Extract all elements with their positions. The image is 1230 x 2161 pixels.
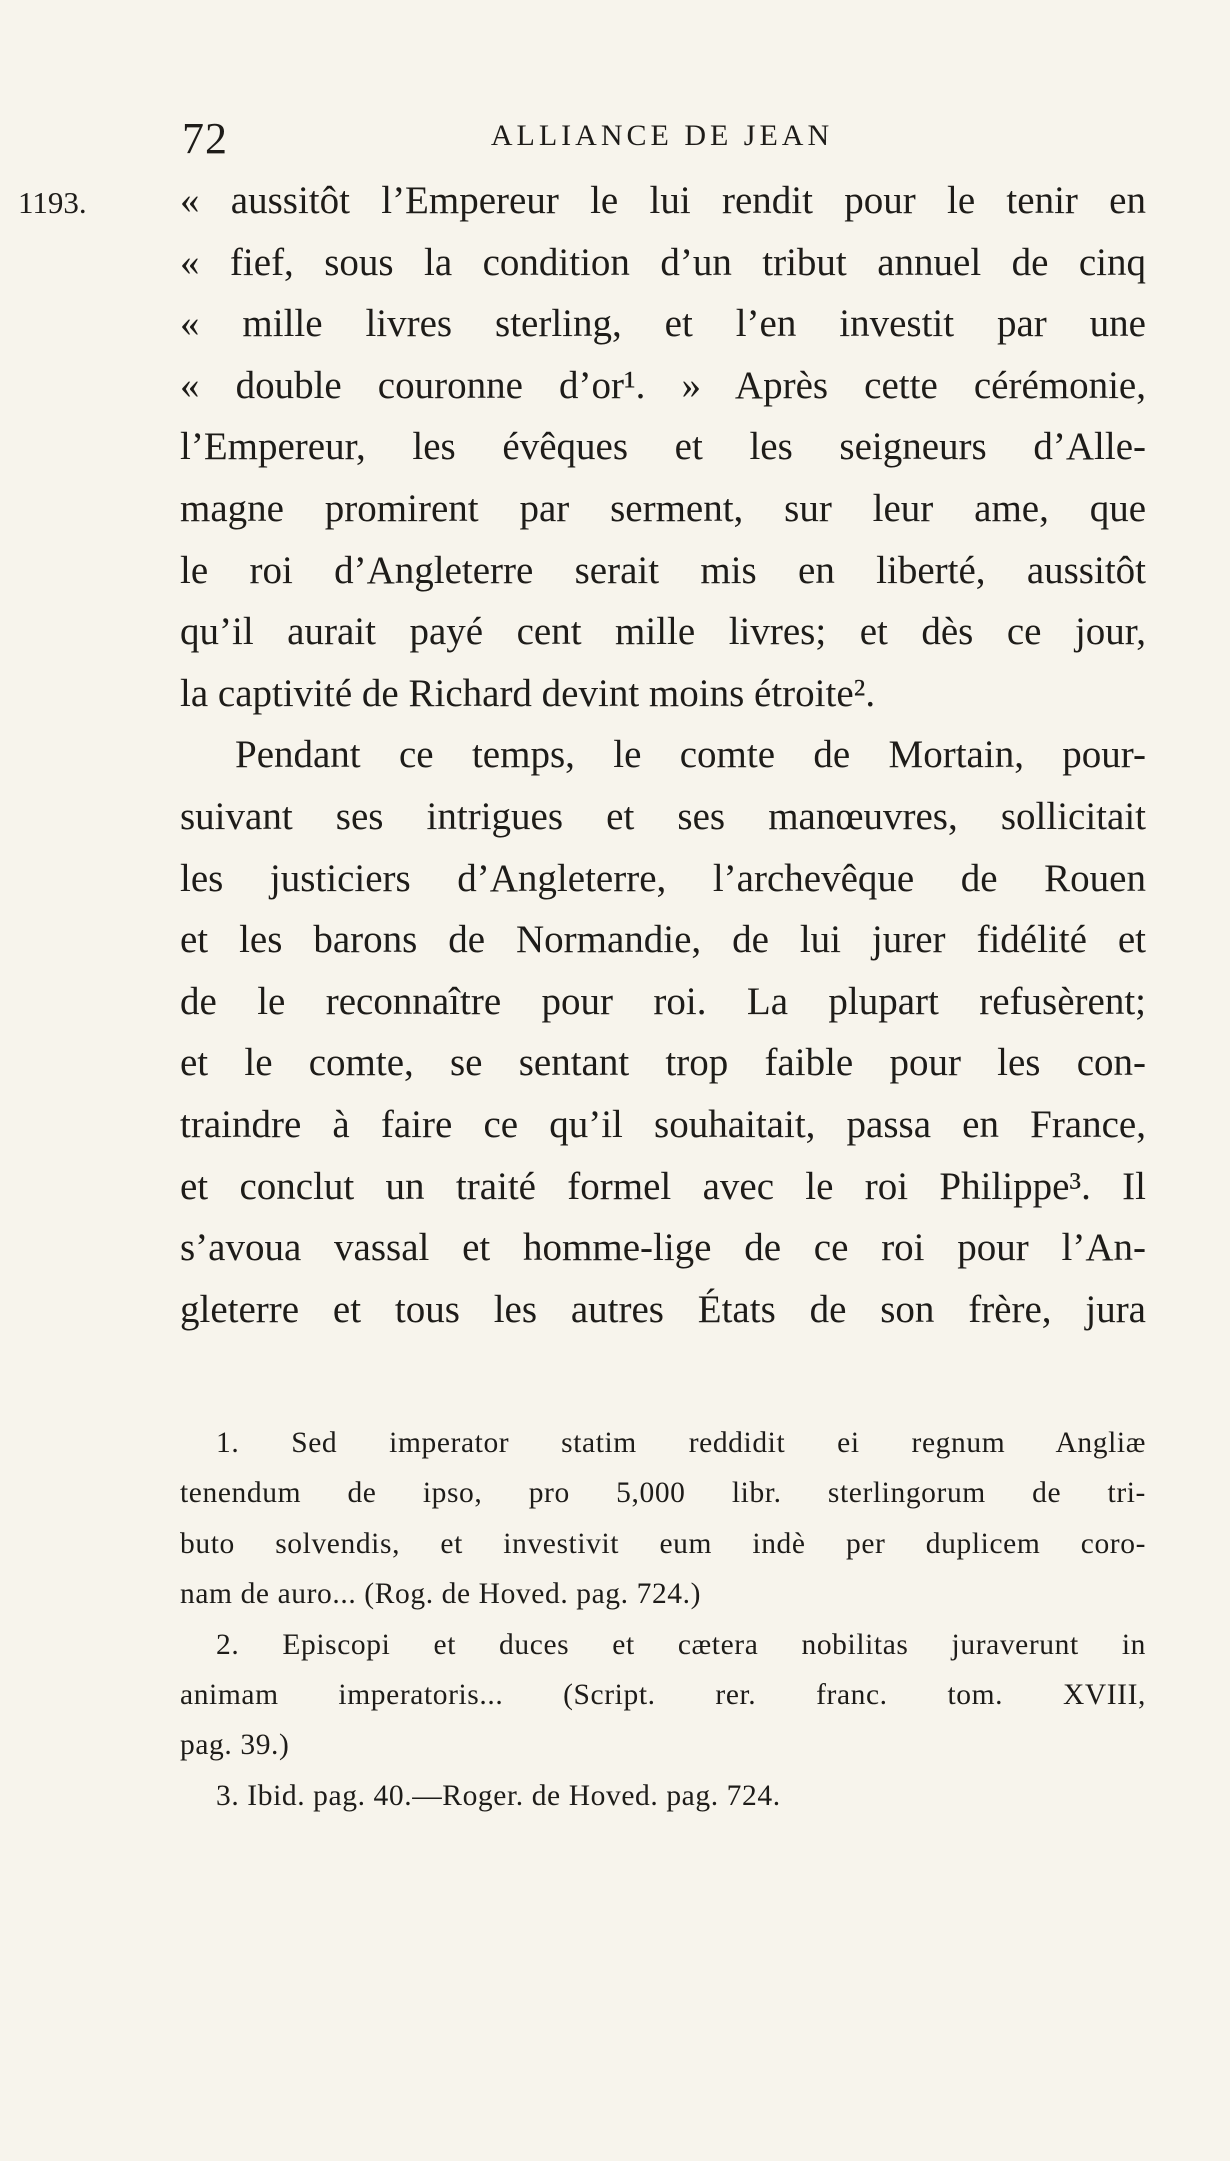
paragraph-start-line: Pendant ce temps, le comte de Mortain, pour-: [235, 733, 1146, 777]
text-line: les justiciers d’Angleterre, l’archevêque de Rouen: [180, 856, 1146, 900]
running-head: ALLIANCE DE JEAN: [490, 119, 834, 152]
text-line: magne promirent par serment, sur leur ame, que: [180, 486, 1146, 530]
footnote-2-line: pag. 39.): [180, 1729, 290, 1762]
text-line: de le reconnaître pour roi. La plupart refusèrent;: [180, 979, 1146, 1023]
text-line: gleterre et tous les autres États de son frère, jura: [180, 1287, 1146, 1331]
text-line: l’Empereur, les évêques et les seigneurs d’Alle-: [180, 425, 1146, 469]
footnote-1-line: tenendum de ipso, pro 5,000 libr. sterlingorum de tri-: [180, 1477, 1146, 1510]
footnote-1-line: nam de auro... (Rog. de Hoved. pag. 724.): [180, 1578, 702, 1611]
text-line: « aussitôt l’Empereur le lui rendit pour le tenir en: [180, 179, 1146, 222]
text-line: « fief, sous la condition d’un tribut annuel de cinq: [180, 240, 1146, 284]
text-line: « mille livres sterling, et l’en investit par une: [180, 302, 1146, 346]
text-line: et conclut un traité formel avec le roi Philippe³. Il: [180, 1164, 1146, 1208]
paragraph-end-line: la captivité de Richard devint moins étroite².: [180, 671, 876, 715]
page-header: [182, 113, 1142, 163]
footnote-3-line: 3. Ibid. pag. 40.—Roger. de Hoved. pag. 724.: [216, 1779, 781, 1812]
text-line: « double couronne d’or¹. » Après cette cérémonie,: [180, 363, 1146, 407]
text-line: traindre à faire ce qu’il souhaitait, passa en France,: [180, 1102, 1146, 1146]
text-line: s’avoua vassal et homme-lige de ce roi pour l’An-: [180, 1226, 1146, 1270]
margin-year: 1193.: [18, 185, 87, 220]
footnote-2-line: 2. Episcopi et duces et cætera nobilitas juraverunt in: [216, 1628, 1146, 1661]
footnote-1-line: 1. Sed imperator statim reddidit ei regnum Angliæ: [216, 1427, 1146, 1459]
text-line: qu’il aurait payé cent mille livres; et dès ce jour,: [180, 610, 1146, 654]
footnotes: [180, 1418, 1146, 1821]
page-number: 72: [182, 114, 228, 163]
footnote-2-line: animam imperatoris... (Script. rer. franc. tom. XVIII,: [180, 1678, 1146, 1711]
main-text: [180, 170, 1146, 1340]
text-line: suivant ses intrigues et ses manœuvres, sollicitait: [180, 794, 1146, 838]
text-line: le roi d’Angleterre serait mis en liberté, aussitôt: [180, 548, 1146, 592]
footnote-1-line: buto solvendis, et investivit eum indè per duplicem coro-: [180, 1527, 1146, 1560]
text-line: et les barons de Normandie, de lui jurer fidélité et: [180, 918, 1146, 962]
text-line: et le comte, se sentant trop faible pour les con-: [180, 1041, 1146, 1085]
